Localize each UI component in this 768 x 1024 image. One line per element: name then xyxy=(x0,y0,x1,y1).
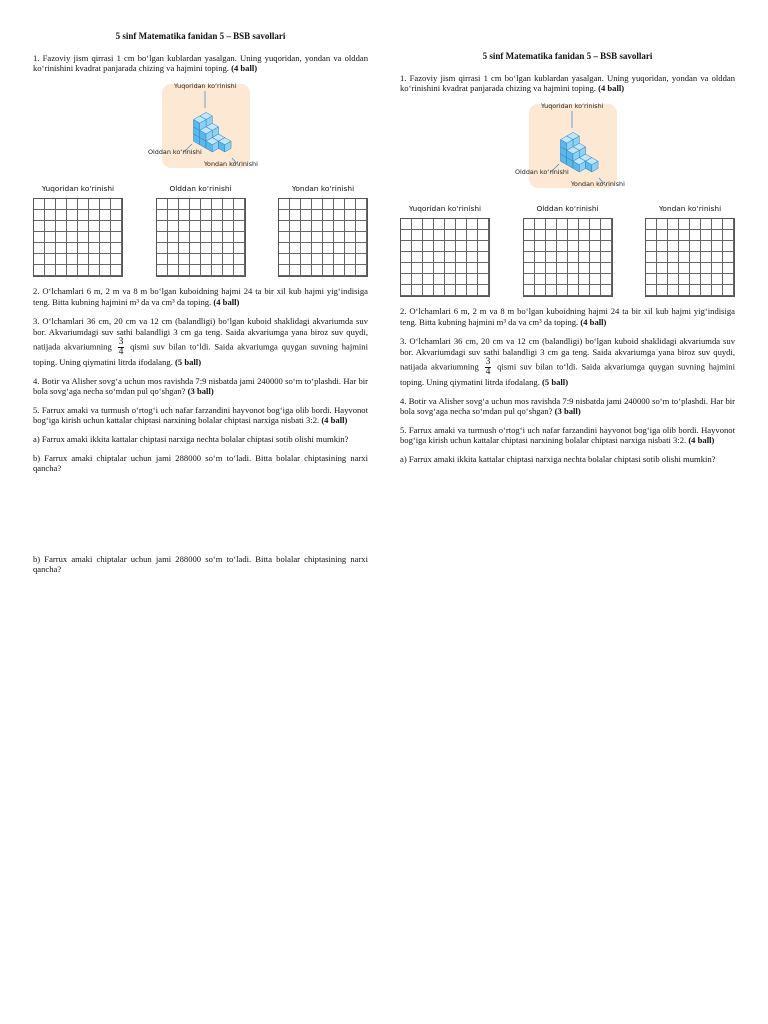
figure-label-top: Yuqoridan ko‘rinishi xyxy=(174,81,237,90)
fraction-numerator: 3 xyxy=(118,336,124,347)
figure-label-side: Yondan ko‘rinishi xyxy=(204,159,258,168)
grid-label: Yondan ko‘rinishi xyxy=(658,203,722,213)
question-4-text: 4. Botir va Alisher sovg‘a uchun mos ravishda 7:9 nisbatda jami 240000 so‘m to‘plashdi. Har bir bola sovg‘aga necha so‘mdan pul qo‘shgan? xyxy=(33,375,368,397)
worksheet-left xyxy=(33,31,368,583)
question-1-text: 1. Fazoviy jism qirrasi 1 cm bo‘lgan kublardan yasalgan. Uning yuqoridan, yondan va olddan ko‘rinishini kvadrat panjarada chizing va hajmini toping. xyxy=(33,52,368,74)
question-3-text-before: 3. O‘lchamlari 36 cm, 20 cm va 12 cm (balandligi) bo‘lgan kuboid shaklidagi akvariumda suv bor. Akvariumdagi suv sathi balandligi 3 cm ga teng. Saida akvariumga yana biroz suv quydi, natijada akvariumning xyxy=(400,335,735,372)
question-1-text: 1. Fazoviy jism qirrasi 1 cm bo‘lgan kublardan yasalgan. Uning yuqoridan, yondan va olddan ko‘rinishini kvadrat panjarada chizing va hajmini toping. xyxy=(400,72,735,94)
worksheet-title: 5 sinf Matematika fanidan 5 – BSB savollari xyxy=(115,31,286,41)
cube-illustration xyxy=(513,102,633,198)
question-5a: a) Farrux amaki ikkita kattalar chiptasi narxiga nechta bolalar chiptasi sotib olishi mumkin? xyxy=(33,433,349,444)
grid-top-view xyxy=(33,184,123,278)
square-grid xyxy=(523,218,613,297)
question-2-points: (4 ball) xyxy=(580,316,607,327)
question-5-points: (4 ball) xyxy=(688,435,715,446)
worksheet-title: 5 sinf Matematika fanidan 5 – BSB savollari xyxy=(482,51,653,61)
fraction xyxy=(118,338,125,357)
question-5-points: (4 ball) xyxy=(321,415,348,426)
question-3-text-after: qismi suv bilan to‘ldi. Saida akvariumga quygan suvning hajmini toping. Uning qiymatini litrda ifodalang. xyxy=(33,341,368,367)
question-5 xyxy=(33,405,368,426)
question-2-text: 2. O‘lchamlari 6 m, 2 m va 8 m bo‘lgan kuboidning hajmi 24 ta bir xil kub hajmi yig‘indisiga teng. Bitta kubning hajmini m³ da va cm³ da toping. xyxy=(33,286,368,307)
fraction-numerator: 3 xyxy=(485,356,491,367)
figure-label-front: Olddan ko‘rinishi xyxy=(148,147,202,156)
square-grid xyxy=(156,198,246,277)
question-5-text: 5. Farrux amaki va turmush o‘rtog‘i uch nafar farzandini hayvonot bog‘iga olib bordi. Hayvonot bog‘iga kirish uchun kattalar chiptasi narxining bolalar chiptasi narxiga nisbati 3:2. xyxy=(400,424,735,446)
question-2-points: (4 ball) xyxy=(213,296,240,307)
question-3-text-before: 3. O‘lchamlari 36 cm, 20 cm va 12 cm (balandligi) bo‘lgan kuboid shaklidagi akvariumda suv bor. Akvariumdagi suv sathi balandligi 3 cm ga teng. Saida akvariumga yana biroz suv quydi, natijada akvariumning xyxy=(33,315,368,352)
grid-top-view xyxy=(400,204,490,298)
question-1 xyxy=(33,53,368,74)
square-grid xyxy=(278,198,368,277)
answer-grids xyxy=(33,184,368,278)
grid-label: Yuqoridan ko‘rinishi xyxy=(41,183,115,193)
worksheet-right xyxy=(400,51,735,473)
question-4 xyxy=(400,396,735,417)
question-3-points: (5 ball) xyxy=(175,356,202,367)
cube-figure xyxy=(400,102,735,198)
grid-label: Yondan ko‘rinishi xyxy=(291,183,355,193)
grid-side-view xyxy=(645,204,735,298)
question-5b-repeat: b) Farrux amaki chiptalar uchun jami 288000 so‘m to‘ladi. Bitta bolalar chiptasining narxi qancha? xyxy=(33,553,368,575)
answer-grids xyxy=(400,204,735,298)
question-3-points: (5 ball) xyxy=(542,376,569,387)
cube-illustration xyxy=(146,82,266,178)
question-5 xyxy=(400,425,735,446)
square-grid xyxy=(400,218,490,297)
question-4-points: (3 ball) xyxy=(554,406,581,417)
question-4-points: (3 ball) xyxy=(187,386,214,397)
figure-label-front: Olddan ko‘rinishi xyxy=(515,167,569,176)
question-2-text: 2. O‘lchamlari 6 m, 2 m va 8 m bo‘lgan kuboidning hajmi 24 ta bir xil kub hajmi yig‘indisiga teng. Bitta kubning hajmini m³ da va cm³ da toping. xyxy=(400,306,735,327)
question-5b: b) Farrux amaki chiptalar uchun jami 288000 so‘m to‘ladi. Bitta bolalar chiptasining narxi qancha? xyxy=(33,452,368,474)
grid-label: Olddan ko‘rinishi xyxy=(169,183,232,193)
fraction-denominator: 4 xyxy=(485,366,491,377)
figure-label-side: Yondan ko‘rinishi xyxy=(571,179,625,188)
question-2 xyxy=(33,286,368,307)
square-grid xyxy=(33,198,123,277)
grid-front-view xyxy=(523,204,613,298)
question-1-points: (4 ball) xyxy=(598,83,625,94)
question-2 xyxy=(400,306,735,327)
square-grid xyxy=(645,218,735,297)
grid-label: Olddan ko‘rinishi xyxy=(536,203,599,213)
fraction-denominator: 4 xyxy=(118,346,124,357)
question-4-text: 4. Botir va Alisher sovg‘a uchun mos ravishda 7:9 nisbatda jami 240000 so‘m to‘plashdi. Har bir bola sovg‘aga necha so‘mdan pul qo‘shgan? xyxy=(400,395,735,417)
cube-figure xyxy=(33,82,368,178)
grid-front-view xyxy=(156,184,246,278)
question-3-text-after: qismi suv bilan to‘ldi. Saida akvariumga quygan suvning hajmini toping. Uning qiymatini litrda ifodalang. xyxy=(400,361,735,387)
grid-label: Yuqoridan ko‘rinishi xyxy=(408,203,482,213)
question-1-points: (4 ball) xyxy=(231,63,258,74)
question-5-text: 5. Farrux amaki va turmush o‘rtog‘i uch nafar farzandini hayvonot bog‘iga olib bordi. Hayvonot bog‘iga kirish uchun kattalar chiptasi narxining bolalar chiptasi narxiga nisbati 3:2. xyxy=(33,404,368,426)
question-5a: a) Farrux amaki ikkita kattalar chiptasi narxiga nechta bolalar chiptasi sotib olishi mumkin? xyxy=(400,453,716,464)
question-4 xyxy=(33,376,368,397)
fraction xyxy=(485,358,492,377)
question-3 xyxy=(400,336,735,388)
answer-space xyxy=(33,482,368,554)
question-3 xyxy=(33,316,368,368)
figure-label-top: Yuqoridan ko‘rinishi xyxy=(541,101,604,110)
question-1 xyxy=(400,73,735,94)
grid-side-view xyxy=(278,184,368,278)
